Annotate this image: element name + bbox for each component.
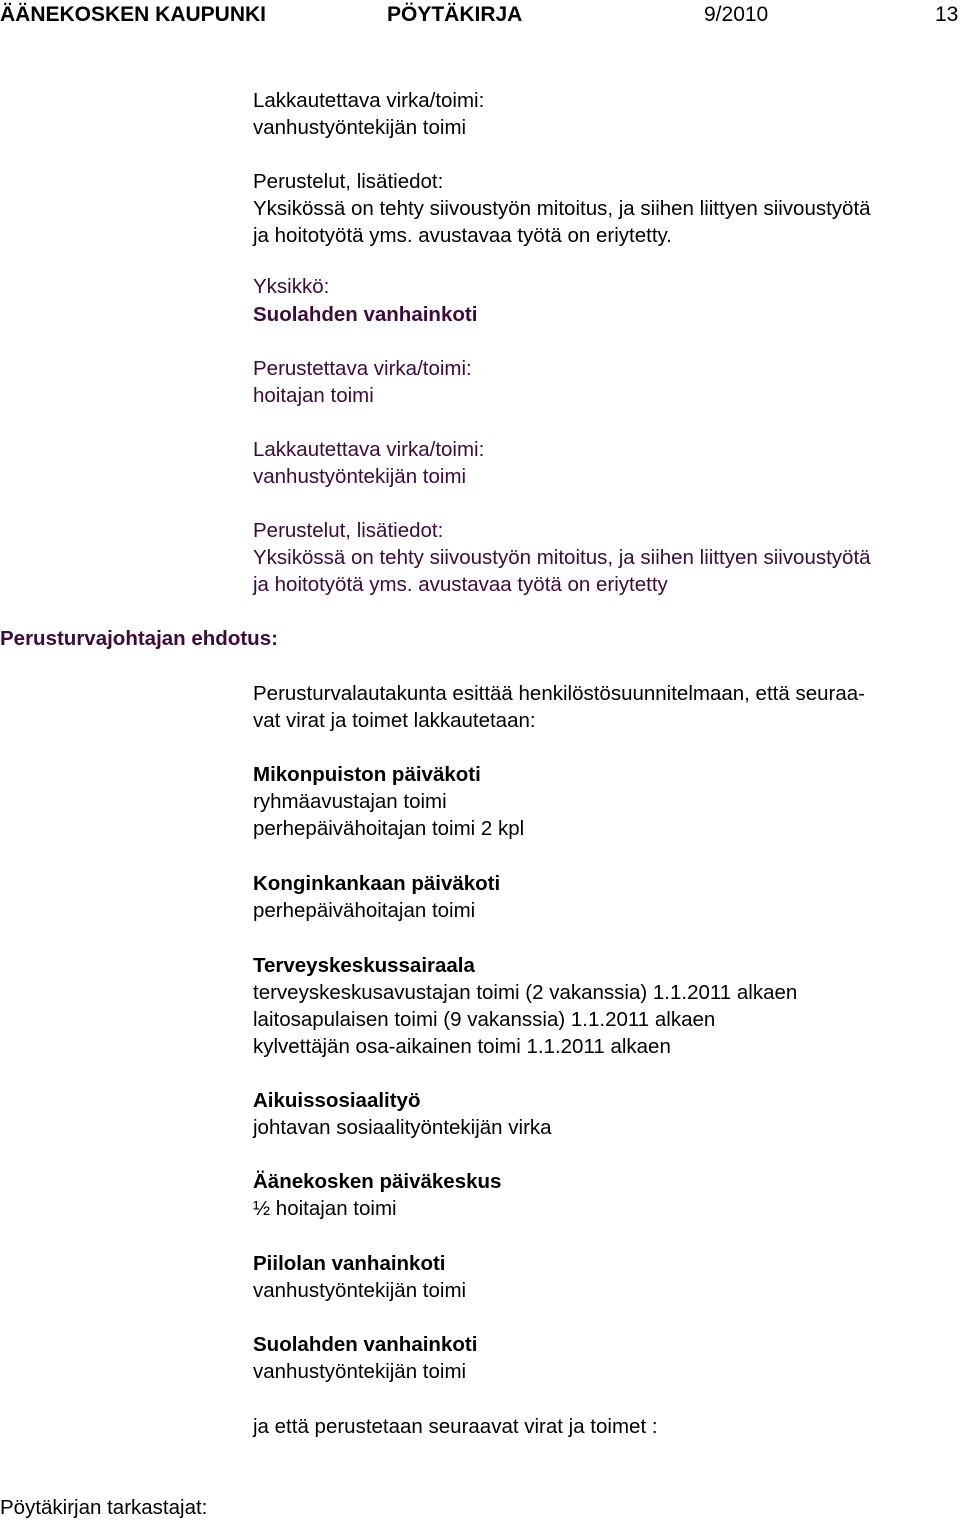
top-perustelut-label: Perustelut, lisätiedot: (253, 170, 444, 193)
top-perustelut-line2: ja hoitotyötä yms. avustavaa työtä on eriytetty. (253, 224, 672, 247)
header-issue: 9/2010 (704, 3, 769, 26)
unit-item: ½ hoitajan toimi (253, 1197, 397, 1220)
unit-item: perhepäivähoitajan toimi 2 kpl (253, 817, 525, 840)
unit-item: kylvettäjän osa-aikainen toimi 1.1.2011 alkaen (253, 1035, 671, 1058)
header-org: ÄÄNEKOSKEN KAUPUNKI (0, 3, 267, 26)
unit-perustelut-label: Perustelut, lisätiedot: (253, 519, 444, 542)
header-doc-type: PÖYTÄKIRJA (387, 3, 523, 26)
unit-name: Konginkankaan päiväkoti (253, 872, 501, 895)
footer-label: Pöytäkirjan tarkastajat: (0, 1496, 208, 1519)
unit-lakkautettava-value: vanhustyöntekijän toimi (253, 465, 467, 488)
unit-yksikko-value: Suolahden vanhainkoti (253, 303, 478, 326)
top-perustelut-line1: Yksikössä on tehty siivoustyön mitoitus, ja siihen liittyen siivoustyötä (253, 197, 871, 220)
unit-name: Mikonpuiston päiväkoti (253, 763, 481, 786)
unit-yksikko-label: Yksikkö: (253, 275, 330, 298)
unit-item: vanhustyöntekijän toimi (253, 1360, 467, 1383)
unit-name: Piilolan vanhainkoti (253, 1252, 446, 1275)
unit-item: terveyskeskusavustajan toimi (2 vakanssia) 1.1.2011 alkaen (253, 981, 798, 1004)
unit-perustelut-line2: ja hoitotyötä yms. avustavaa työtä on eriytetty (253, 573, 668, 596)
unit-lakkautettava-label: Lakkautettava virka/toimi: (253, 438, 485, 461)
unit-name: Suolahden vanhainkoti (253, 1333, 478, 1356)
unit-name: Äänekosken päiväkeskus (253, 1170, 502, 1193)
top-lakkautettava-label: Lakkautettava virka/toimi: (253, 89, 485, 112)
proposal-closing: ja että perustetaan seuraavat virat ja toimet : (253, 1415, 658, 1438)
unit-item: perhepäivähoitajan toimi (253, 899, 476, 922)
unit-perustettava-value: hoitajan toimi (253, 384, 374, 407)
top-lakkautettava-value: vanhustyöntekijän toimi (253, 116, 467, 139)
proposal-side-label: Perusturvajohtajan ehdotus: (0, 627, 278, 650)
unit-item: laitosapulaisen toimi (9 vakanssia) 1.1.2011 alkaen (253, 1008, 716, 1031)
proposal-intro-line2: vat virat ja toimet lakkautetaan: (253, 709, 536, 732)
unit-item: ryhmäavustajan toimi (253, 790, 447, 813)
header-page-number: 13 (935, 3, 959, 26)
unit-item: johtavan sosiaalityöntekijän virka (253, 1116, 552, 1139)
unit-name: Aikuissosiaalityö (253, 1089, 421, 1112)
unit-perustelut-line1: Yksikössä on tehty siivoustyön mitoitus, ja siihen liittyen siivoustyötä (253, 546, 871, 569)
unit-item: vanhustyöntekijän toimi (253, 1279, 467, 1302)
unit-perustettava-label: Perustettava virka/toimi: (253, 357, 472, 380)
unit-name: Terveyskeskussairaala (253, 954, 475, 977)
proposal-intro-line1: Perusturvalautakunta esittää henkilöstösuunnitelmaan, että seuraa- (253, 682, 865, 705)
